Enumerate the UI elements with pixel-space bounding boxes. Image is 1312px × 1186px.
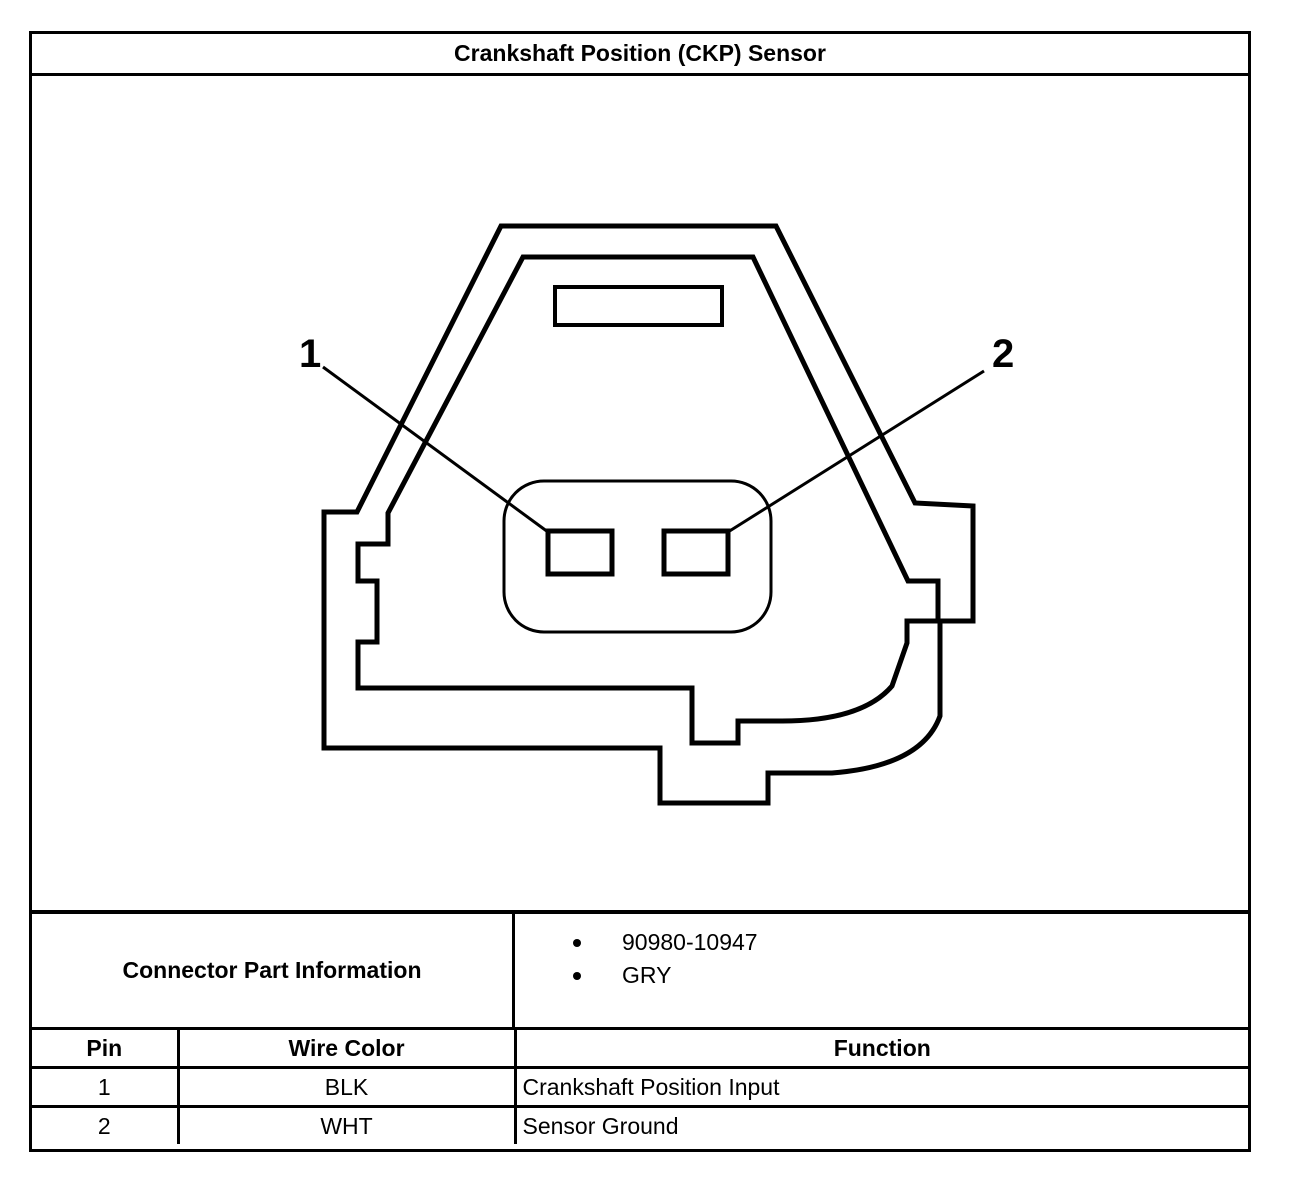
terminal-cavity: [504, 481, 771, 632]
page-title: Crankshaft Position (CKP) Sensor: [32, 34, 1248, 76]
header-wire-color: Wire Color: [178, 1029, 515, 1068]
list-item: [515, 926, 758, 959]
callout-pin-1: 1: [299, 332, 322, 376]
table-header-row: [32, 1029, 1248, 1068]
list-item: [515, 959, 758, 992]
terminal-1: [548, 531, 612, 574]
wire-color: WHT: [178, 1107, 515, 1145]
key-slot: [555, 287, 722, 325]
callout-pin-2: 2: [992, 332, 1015, 376]
housing-inner-outline: [358, 257, 938, 743]
pin-function: Crankshaft Position Input: [515, 1068, 1248, 1107]
pin-number: 1: [32, 1068, 178, 1107]
header-pin: Pin: [32, 1029, 178, 1068]
connector-face-diagram: [32, 76, 1248, 910]
terminal-2: [664, 531, 728, 574]
table-row: [32, 1107, 1248, 1145]
connector-sheet: [29, 31, 1251, 1152]
part-number: 90980-10947: [622, 929, 758, 955]
leader-line-2: [728, 371, 984, 532]
wire-color: BLK: [178, 1068, 515, 1107]
pin-table: [32, 1027, 1248, 1144]
bullet-icon: [573, 939, 581, 947]
table-row: [32, 1068, 1248, 1107]
pin-number: 2: [32, 1107, 178, 1145]
connector-info-row: [32, 910, 1248, 1027]
connector-info-list: [515, 926, 758, 992]
pin-function: Sensor Ground: [515, 1107, 1248, 1145]
connector-drawing: [32, 76, 1248, 910]
bullet-icon: [573, 972, 581, 980]
connector-color: GRY: [622, 962, 672, 988]
connector-info-label: Connector Part Information: [32, 914, 515, 1027]
header-function: Function: [515, 1029, 1248, 1068]
